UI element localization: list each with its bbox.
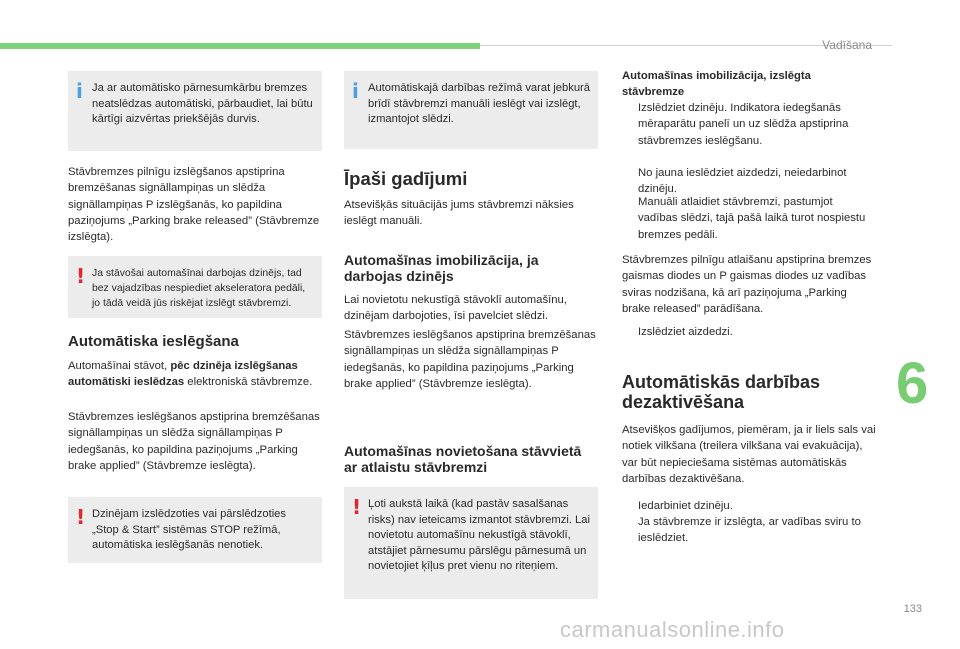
text: Automašīnai stāvot, [68, 360, 171, 372]
section-heading: Automašīnas imobilizācija, izslēgta stāvbremze [622, 70, 811, 99]
warning-box [68, 497, 322, 563]
info-text: Ja ar automātisko pārnesumkārbu bremzes neatslēdzas automātiski, pārbaudiet, lai būtu kārtīgi aizvērtas priekšējās durvis. [92, 82, 313, 126]
info-box [344, 71, 598, 149]
section-heading: Automašīnas novietošana stāvvietā ar atlaistu stāvbremzi [344, 443, 582, 475]
paragraph [68, 358, 322, 391]
section-heading: Automātiskās darbības dezaktivēšana [622, 372, 821, 412]
list-text: Izslēdziet dzinēju. Indikatora iedegšanās mēraparātu panelī un uz slēdža apstiprina stāvbremzes ieslēgšanu. [638, 102, 849, 147]
paragraph: Atsevišķos gadījumos, piemēram, ja ir liels sals vai notiek vilkšana (treilera vilkšana vai evakuācija), var būt nepieciešama sistēmas automātiskās darbības dezaktivēšana. [622, 424, 876, 485]
list-text: Izslēdziet aizdedzi. [638, 326, 733, 338]
warning-icon: ! [76, 264, 86, 288]
list-text: No jauna ieslēdziet aizdedzi, neiedarbinot dzinēju. [638, 167, 847, 196]
section-heading: Īpaši gadījumi [344, 168, 468, 189]
section-heading: Automašīnas imobilizācija, ja darbojas dzinējs [344, 252, 539, 284]
paragraph: Atsevišķās situācijās jums stāvbremzi nāksies ieslēgt manuāli. [344, 199, 574, 228]
warning-box [344, 487, 598, 599]
info-text: Automātiskajā darbības režīmā varat jebkurā brīdī stāvbremzi manuāli ieslēgt vai izslēgt, izmantojot slēdzi. [368, 82, 590, 126]
section-heading: Automātiska ieslēgšana [68, 333, 239, 350]
text: elektroniskā stāvbremze. [184, 376, 313, 389]
warning-icon: ! [352, 495, 362, 519]
paragraph: Lai novietotu nekustīgā stāvoklī automašīnu, dzinējam darbojoties, īsi pavelciet slēdzi. [344, 294, 567, 323]
paragraph: Stāvbremzes pilnīgu atlaišanu apstiprina bremzes gaismas diodes un P gaismas diodes uz vadības sviras nodzišana, kā arī paziņojuma „Parking brake released” parādīšana. [622, 254, 872, 315]
list-text: Ja stāvbremze ir izslēgta, ar vadības sviru to ieslēdziet. [638, 516, 861, 545]
bold-text: pēc dzinēja izslēgšanas automātiski ieslēdzas [68, 360, 298, 389]
paragraph: Stāvbremzes ieslēgšanos apstiprina bremzēšanas signāllampiņas un slēdža signāllampiņas P iedegšanās, ko papildina paziņojums „Parking brake applied” (Stāvbremze ieslēgta). [68, 411, 320, 472]
paragraph: Stāvbremzes pilnīgu izslēgšanos apstiprina bremzēšanas signāllampiņas un slēdža signāllampiņas P izslēgšanās, ko papildina paziņojums „Parking brake released” (Stāvbremze izslēgta). [68, 166, 320, 244]
info-icon: i [352, 79, 359, 103]
paragraph: Stāvbremzes ieslēgšanos apstiprina bremzēšanas signāllampiņas un slēdža signāllampiņas P iedegšanās, ko papildina paziņojums „Parking brake applied” (Stāvbremze ieslēgta). [344, 329, 596, 390]
chapter-title: Vadīšana [822, 38, 872, 52]
warning-icon: ! [76, 505, 86, 529]
list-text: Manuāli atlaidiet stāvbremzi, pastumjot vadības slēdzi, tajā pašā laikā turot nospiestu bremzes pedāli. [638, 196, 866, 241]
warning-text: Dzinējam izslēdzoties vai pārslēdzoties „Stop & Start” sistēmas STOP režīmā, automātiska ieslēgšanās nenotiek. [92, 508, 287, 552]
watermark: carmanualsonline.info [560, 617, 785, 642]
warning-text: Ja stāvošai automašīnai darbojas dzinējs, tad bez vajadzības nespiediet akseleratora pedāli, jo tādā veidā jūs riskējat izslēgt stāvbremzi. [92, 268, 306, 309]
page-number: 133 [903, 603, 922, 615]
info-box [68, 71, 322, 151]
list-text: Iedarbiniet dzinēju. [638, 500, 733, 512]
chapter-number: 6 [896, 351, 929, 416]
info-icon: i [76, 79, 83, 103]
warning-text: Ļoti aukstā laikā (kad pastāv sasalšanas risks) nav ieteicams izmantot stāvbremzi. Lai novietotu automašīnu nekustīgā stāvoklī, atstājiet pārnesumu pārslēgu pārnesumā un novietojiet ķīļus pret vienu no riteņiem. [368, 498, 590, 573]
accent-bar [0, 43, 480, 49]
warning-box [68, 256, 322, 318]
